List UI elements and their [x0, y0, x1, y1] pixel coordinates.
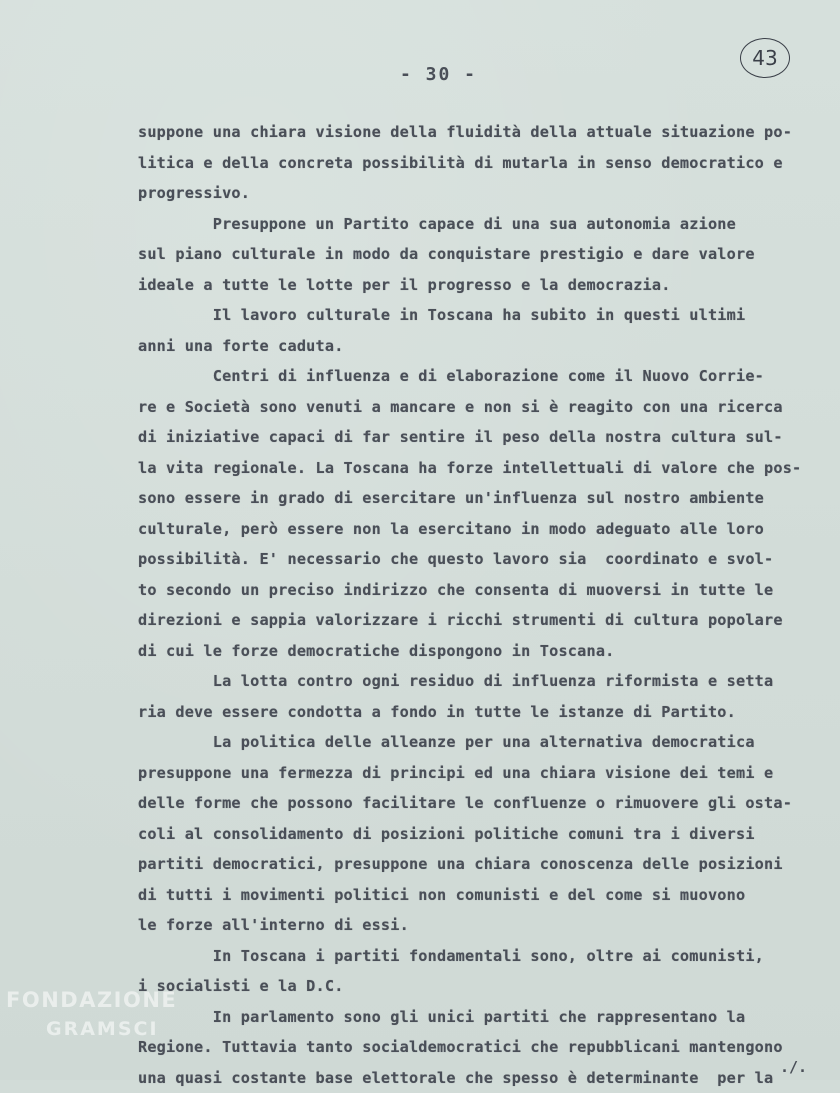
- text-line: delle forme che possono facilitare le confluenze o rimuovere gli osta-: [138, 788, 828, 819]
- text-line: In parlamento sono gli unici partiti che rappresentano la: [138, 1002, 828, 1033]
- text-line: i socialisti e la D.C.: [138, 971, 828, 1002]
- watermark-line-2: GRAMSCI: [46, 1018, 177, 1040]
- text-line: to secondo un preciso indirizzo che consenta di muoversi in tutte le: [138, 575, 828, 606]
- page-number: - 30 -: [400, 64, 477, 85]
- text-line: sul piano culturale in modo da conquistare prestigio e dare valore: [138, 239, 828, 270]
- text-line: la vita regionale. La Toscana ha forze intellettuali di valore che pos-: [138, 453, 828, 484]
- text-line: partiti democratici, presuppone una chiara conoscenza delle posizioni: [138, 849, 828, 880]
- text-line: coli al consolidamento di posizioni politiche comuni tra i diversi: [138, 819, 828, 850]
- text-line: suppone una chiara visione della fluidità della attuale situazione po-: [138, 117, 828, 148]
- text-line: ria deve essere condotta a fondo in tutte le istanze di Partito.: [138, 697, 828, 728]
- text-line: di tutti i movimenti politici non comunisti e del come si muovono: [138, 880, 828, 911]
- text-line: Centri di influenza e di elaborazione come il Nuovo Corrie-: [138, 361, 828, 392]
- text-line: presuppone una fermezza di principi ed una chiara visione dei temi e: [138, 758, 828, 789]
- document-body: [138, 117, 828, 1093]
- text-line: La lotta contro ogni residuo di influenza riformista e setta: [138, 666, 828, 697]
- text-line: culturale, però essere non la esercitano in modo adeguato alle loro: [138, 514, 828, 545]
- text-line: re e Società sono venuti a mancare e non si è reagito con una ricerca: [138, 392, 828, 423]
- continuation-mark: ./.: [780, 1058, 807, 1076]
- text-line: di iniziative capaci di far sentire il peso della nostra cultura sul-: [138, 422, 828, 453]
- text-line: Regione. Tuttavia tanto socialdemocratici che repubblicani mantengono: [138, 1032, 828, 1063]
- text-line: anni una forte caduta.: [138, 331, 828, 362]
- text-line: una quasi costante base elettorale che spesso è determinante per la: [138, 1063, 828, 1093]
- text-line: ideale a tutte le lotte per il progresso e la democrazia.: [138, 270, 828, 301]
- text-line: Il lavoro culturale in Toscana ha subito in questi ultimi: [138, 300, 828, 331]
- text-line: possibilità. E' necessario che questo lavoro sia coordinato e svol-: [138, 544, 828, 575]
- archive-number-stamp: 43: [740, 38, 790, 78]
- text-line: progressivo.: [138, 178, 828, 209]
- text-line: La politica delle alleanze per una alternativa democratica: [138, 727, 828, 758]
- text-line: litica e della concreta possibilità di mutarla in senso democratico e: [138, 148, 828, 179]
- text-line: Presuppone un Partito capace di una sua autonomia azione: [138, 209, 828, 240]
- text-line: In Toscana i partiti fondamentali sono, oltre ai comunisti,: [138, 941, 828, 972]
- watermark-line-1: FONDAZIONE: [6, 988, 177, 1012]
- text-line: direzioni e sappia valorizzare i ricchi strumenti di cultura popolare: [138, 605, 828, 636]
- text-line: di cui le forze democratiche dispongono in Toscana.: [138, 636, 828, 667]
- text-line: le forze all'interno di essi.: [138, 910, 828, 941]
- text-line: sono essere in grado di esercitare un'influenza sul nostro ambiente: [138, 483, 828, 514]
